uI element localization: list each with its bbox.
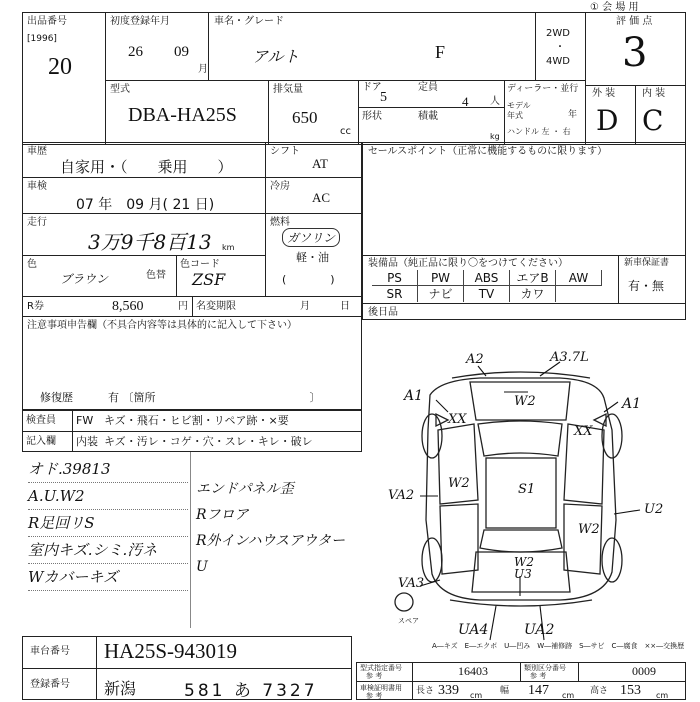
yen-unit: 円: [178, 301, 188, 312]
new-car-label: 新車保証書: [624, 258, 670, 268]
handle-label: ハンドル 左 ・ 右: [507, 127, 571, 136]
kg-unit: kg: [490, 132, 500, 141]
model-year-label: モデル: [507, 101, 531, 110]
drive-4wd: 4WD: [546, 56, 570, 67]
shift-value: AT: [312, 156, 328, 171]
mark-right-xx: XX: [574, 424, 593, 439]
class-ref: 参 考: [530, 672, 547, 680]
name-change-label: 名変期限: [196, 301, 236, 312]
first-reg-label: 初度登録年月: [110, 16, 170, 27]
repair-value: 有 〔箇所 〕: [108, 391, 321, 404]
color-code: ZSF: [192, 270, 226, 289]
chassis-value: HA25S-943019: [104, 639, 238, 663]
shape-label: 形状: [362, 111, 382, 122]
inspection-label: 車検: [27, 181, 47, 192]
mark-rear-w2: W2: [578, 522, 600, 537]
score: 3: [622, 30, 648, 76]
person-unit: 人: [490, 96, 500, 107]
form-label: 型式指定番号: [360, 664, 402, 672]
mileage-value: 3万9千8百13: [88, 230, 212, 254]
equipment-item: PS: [372, 270, 418, 286]
color-code-label: 色コード: [180, 259, 220, 270]
lot-number: 20: [48, 54, 72, 80]
fuel-paren: ( ): [282, 273, 335, 286]
repair-label: 修復歴: [40, 391, 73, 404]
exterior-grade: D: [596, 104, 619, 137]
mileage-label: 走行: [27, 217, 47, 228]
form-ref: 参 考: [366, 672, 383, 680]
class-value: 0009: [632, 664, 656, 678]
drive-dot: ・: [555, 42, 565, 53]
model-label: 車名・グレード: [214, 16, 284, 27]
drive-2wd: 2WD: [546, 28, 570, 39]
interior-label: 内 装: [642, 88, 666, 99]
equipment-item: AW: [556, 270, 602, 286]
form-value: 16403: [458, 664, 488, 678]
history-label: 車歴: [27, 146, 47, 157]
fuel-light: 軽・油: [296, 251, 329, 264]
score-label: 評 価 点: [616, 16, 653, 27]
equipment-item: PW: [418, 270, 464, 286]
height-unit: cm: [656, 691, 669, 700]
defect-legend: A―キズ E―エクボ U―凹み W―補修跡 S―サビ C―腐食 ××―交換歴: [432, 642, 685, 650]
doors-label: ドア: [362, 82, 382, 93]
history-value: 自家用・（ 乗用 ）: [60, 158, 233, 176]
reg-place: 新潟: [104, 679, 137, 698]
note-line: R足回リS: [28, 510, 188, 537]
aftermarket-label: 後日品: [368, 307, 398, 318]
fuel-label: 燃料: [270, 217, 290, 228]
car-name: アルト: [252, 47, 300, 66]
mark-left-va2: VA2: [388, 488, 415, 503]
exterior-label: 外 装: [592, 88, 616, 99]
lot-sub: [1996]: [27, 34, 57, 44]
reg-label: 登録番号: [30, 679, 70, 690]
equipment-item: ナビ: [418, 286, 464, 302]
fw-items: キズ・飛石・ヒビ割・リペア跡・×要: [104, 414, 289, 427]
mark-right-u2: U2: [644, 502, 664, 517]
capacity-label: 定員: [418, 82, 438, 93]
note-line-right: エンドパネル歪: [196, 481, 294, 497]
mark-top-a2: A2: [466, 352, 484, 367]
note-line-right: R外インハウスアウター: [196, 533, 346, 549]
displacement: 650: [292, 108, 318, 127]
note-line-right: Rフロア: [196, 507, 249, 523]
equipment-item: TV: [464, 286, 510, 302]
recycle-label: R券: [27, 301, 44, 312]
height-value: 153: [620, 683, 641, 698]
model-year-label-2: 年式: [507, 111, 523, 120]
reg-number: 581 あ 7327: [184, 681, 318, 701]
cert-label: 車検証明書用: [360, 684, 402, 692]
equipment-item: ABS: [464, 270, 510, 286]
mark-left-va3: VA3: [398, 576, 425, 591]
mark-roof-s1: S1: [518, 482, 536, 497]
width-value: 147: [528, 683, 549, 698]
dealer-label: ディーラー・並行: [507, 84, 579, 94]
note-line: Wカバーキズ: [28, 564, 188, 591]
type-label: 型式: [110, 84, 130, 95]
ac-label: 冷房: [270, 181, 290, 192]
mark-left-xx: XX: [448, 412, 467, 427]
length-value: 339: [438, 683, 459, 698]
month-unit: 月: [198, 64, 208, 75]
inspector-label: 検査員: [26, 415, 56, 426]
equipment-item: エアB: [510, 270, 556, 286]
chassis-label: 車台番号: [30, 646, 70, 657]
interior-grade: C: [642, 104, 664, 137]
spare-label: スペア: [398, 617, 419, 625]
shift-label: シフト: [270, 146, 300, 157]
width-unit: cm: [562, 691, 575, 700]
color-label: 色: [27, 259, 37, 270]
doors: 5: [380, 90, 387, 105]
mark-left-a1: A1: [404, 388, 424, 404]
new-car-value: 有・無: [628, 279, 665, 293]
ac-value: AC: [312, 190, 331, 205]
inspection-value: 07 年 09 月( 21 日): [76, 197, 215, 213]
equipment-label: 装備品（純正品に限り〇をつけてください）: [368, 258, 568, 269]
mark-rear-glass: W2 U3: [514, 555, 534, 581]
note-line: オド.39813: [28, 456, 188, 483]
note-line-right: U: [196, 559, 208, 575]
mark-windshield-w2: W2: [448, 476, 470, 491]
color-value: ブラウン: [60, 272, 109, 286]
cc-unit: cc: [340, 126, 351, 137]
mark-hood-w2: W2: [514, 394, 536, 409]
mark-right-a1: A1: [622, 396, 642, 412]
color-change-label: 色替: [146, 270, 166, 281]
length-unit: cm: [470, 691, 483, 700]
load-label: 積載: [418, 111, 438, 122]
top-strip-label: ① 会 場 用: [590, 2, 639, 13]
equipment-item: カワ: [510, 286, 556, 302]
reg-year: 26: [128, 44, 143, 60]
length-label: 長さ: [416, 686, 435, 696]
class-label: 類別区分番号: [524, 664, 566, 672]
reg-month: 09: [174, 44, 189, 60]
height-label: 高さ: [590, 686, 609, 696]
km-unit: km: [222, 243, 235, 252]
model-code: DBA-HA25S: [128, 104, 237, 126]
note-line: 室内キズ.シミ.汚ネ: [28, 537, 188, 564]
cert-ref: 参 考: [366, 692, 383, 700]
recycle-amount: 8,560: [112, 299, 144, 314]
record-label: 記入欄: [26, 436, 56, 447]
fuel-gas: ガソリン: [282, 228, 340, 247]
note-line: A.U.W2: [28, 483, 188, 510]
capacity: 4: [462, 94, 469, 109]
notice-label: 注意事項申告欄（不具合内容等は具体的に記入して下さい）: [27, 320, 297, 331]
mark-bottom-ua4: UA4: [458, 622, 489, 638]
displacement-label: 排気量: [273, 84, 303, 95]
width-label: 幅: [500, 686, 510, 696]
grade: F: [435, 42, 446, 62]
interior-head: 内装: [76, 435, 98, 448]
name-change-value: 月 日: [300, 301, 350, 312]
equipment-item: SR: [372, 286, 418, 302]
interior-items: キズ・汚レ・コゲ・穴・スレ・キレ・破レ: [104, 435, 313, 448]
lot-label: 出品番号: [27, 16, 67, 27]
sales-point-label: セールスポイント（正常に機能するものに限ります）: [368, 146, 608, 157]
mark-top-a3: A3.7L: [550, 350, 589, 365]
mark-bottom-ua2: UA2: [524, 622, 555, 638]
year-unit: 年: [568, 110, 578, 120]
fw-head: FW: [76, 414, 94, 427]
